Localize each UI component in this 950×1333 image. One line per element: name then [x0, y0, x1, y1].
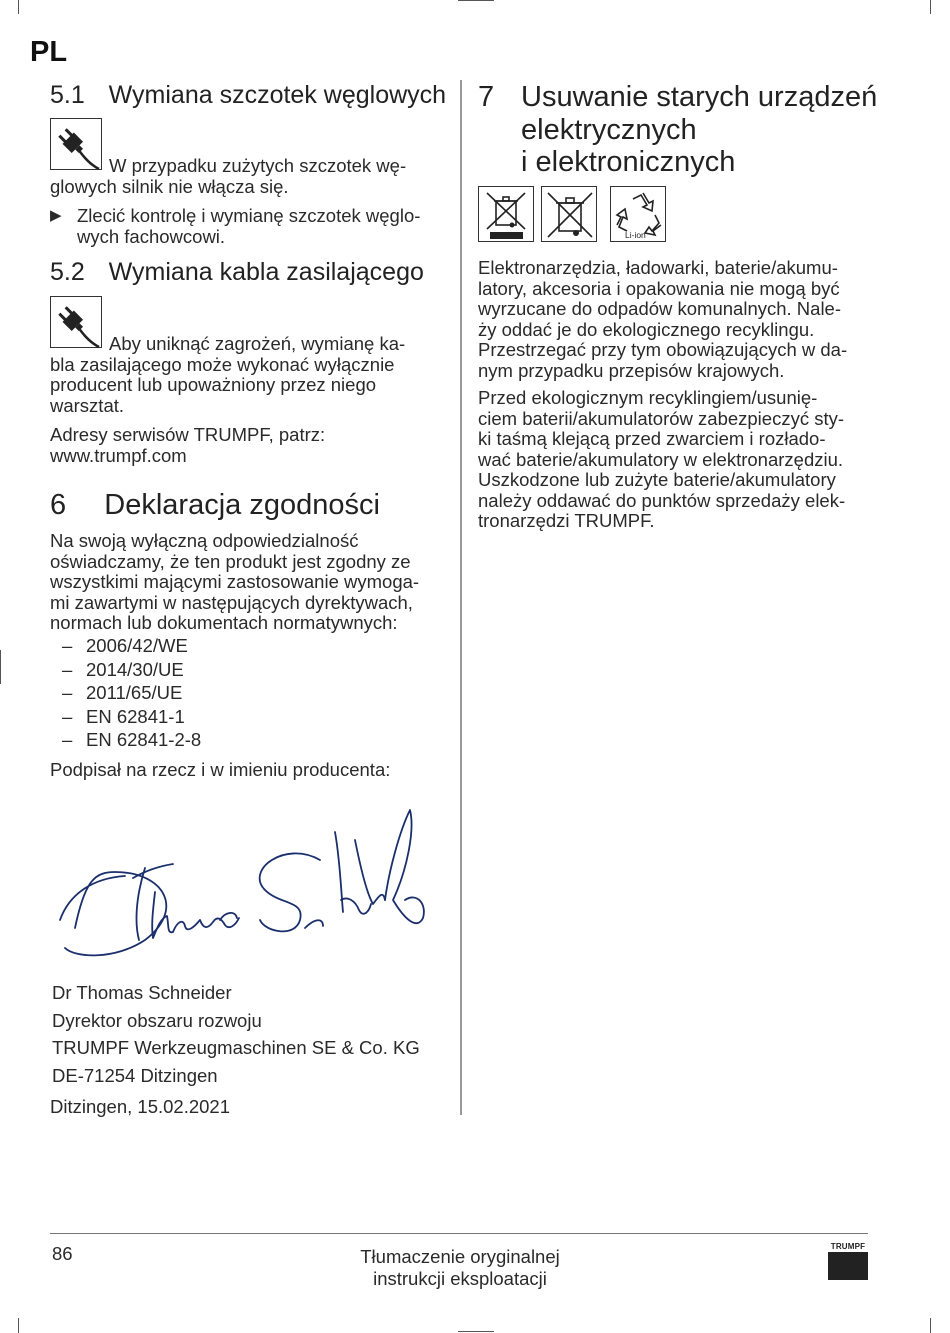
dash-marker: – [62, 682, 73, 703]
section-5-1-heading [50, 81, 446, 110]
crossed-bin-bar-icon [478, 186, 534, 242]
note-text [50, 156, 406, 197]
text-line: W przypadku zużytych szczotek wę- [109, 155, 407, 176]
list-item-text: 2006/42/WE [86, 635, 188, 656]
text-line: normach lub dokumentach normatywnych: [50, 612, 398, 633]
dash-marker: – [62, 658, 73, 680]
action-arrow-icon: ▶ [50, 207, 62, 224]
note-text [50, 334, 405, 416]
text-line: ciem baterii/akumulatorów zabezpieczyć sty- [478, 407, 845, 429]
list-item [62, 635, 201, 659]
section-title: Deklaracja zgodności [104, 489, 380, 521]
signatory-block [52, 979, 420, 1089]
text-line: Przestrzegać przy tym obowiązujących w da- [478, 339, 848, 360]
declaration-text [50, 531, 419, 634]
crop-mark [0, 650, 1, 684]
service-address [50, 425, 325, 466]
text-line: latory, akcesoria i opakowania nie mogą być [478, 277, 840, 299]
list-item-text: EN 62841-1 [86, 705, 185, 727]
list-item [62, 729, 201, 753]
place-date: Ditzingen, 15.02.2021 [50, 1096, 230, 1117]
brand-block [828, 1252, 868, 1280]
dash-marker: – [62, 729, 73, 750]
column-divider [460, 80, 462, 1115]
dash-marker: – [62, 635, 73, 656]
action-step [50, 206, 420, 247]
text-line: Tłumaczenie oryginalnej [360, 1246, 560, 1267]
text-line: tronarzędzi TRUMPF. [478, 510, 655, 531]
text-line: nym przypadku przepisów krajowych. [478, 359, 785, 381]
list-item [62, 682, 201, 706]
crossed-bin-icon [541, 186, 597, 242]
section-title: Wymiana szczotek węglowych [108, 81, 447, 109]
text-line: ki taśmą klejącą przed zwarciem i rozłado- [478, 428, 826, 449]
crop-mark [930, 1318, 931, 1333]
text-line: mi zawartymi w następujących dyrektywach, [50, 591, 413, 613]
disposal-paragraph-1 [478, 258, 847, 381]
list-item-text: 2011/65/UE [86, 682, 183, 703]
title-line: elektrycznych [521, 113, 697, 146]
text-line: wszystkimi mającymi zastosowanie wymoga- [50, 571, 420, 592]
section-number: 6 [50, 489, 67, 521]
dash-marker: – [62, 705, 73, 727]
section-title: Wymiana kabla zasilającego [108, 258, 424, 286]
signatory-company: TRUMPF Werkzeugmaschinen SE & Co. KG [52, 1037, 420, 1058]
list-item [62, 706, 201, 730]
recycle-label: Li-ion [625, 230, 646, 240]
crop-mark [458, 1331, 494, 1332]
text-line: Przed ekologicznym recyklingiem/usunię- [478, 387, 818, 408]
text-line: należy oddawać do punktów sprzedaży elek- [478, 489, 846, 511]
footer-title [300, 1246, 620, 1290]
section-7-number: 7 [478, 81, 495, 113]
brand-name: TRUMPF [830, 1242, 866, 1251]
text-line: warsztat. [50, 394, 125, 416]
crop-mark [930, 0, 931, 14]
text-line: ży oddać je do ekologicznego recyklingu. [478, 318, 815, 340]
list-item-text: EN 62841-2-8 [86, 729, 202, 750]
text-line: producent lub upoważniony przez niego [50, 374, 377, 395]
handwritten-signature [55, 800, 425, 965]
text-line: bla zasilającego może wykonać wyłącznie [50, 353, 395, 375]
text-line: Na swoją wyłączną odpowiedzialność [50, 530, 359, 551]
list-item [62, 659, 201, 683]
language-tag: PL [30, 36, 68, 68]
signatory-name: Dr Thomas Schneider [52, 982, 232, 1003]
list-item-text: 2014/30/UE [86, 658, 184, 680]
section-6-heading [50, 489, 380, 522]
brand-logo [828, 1242, 868, 1280]
text-line: wyrzucane do odpadów komunalnych. Nale- [478, 298, 842, 319]
text-line: glowych silnik nie włącza się. [50, 175, 289, 197]
crop-mark [458, 0, 494, 1]
text-line: wać baterie/akumulatory w elektronarzędziu. [478, 448, 844, 470]
text-line: instrukcji eksploatacji [373, 1268, 547, 1289]
text-line: Elektronarzędzia, ładowarki, baterie/akumu- [478, 257, 838, 278]
footer-rule [50, 1233, 868, 1234]
crop-mark [18, 1318, 19, 1333]
crop-mark [18, 0, 19, 14]
text-line: oświadczamy, że ten produkt jest zgodny ze [50, 550, 411, 572]
signatory-address: DE-71254 Ditzingen [52, 1064, 218, 1086]
title-line: i elektronicznych [521, 146, 736, 178]
section-5-2-heading [50, 258, 424, 287]
section-number: 5.2 [50, 258, 85, 286]
title-line: Usuwanie starych urządzeń [521, 81, 878, 113]
section-7-title [521, 81, 877, 179]
recycling-icon [610, 186, 666, 242]
text-line: wych fachowcowi. [77, 225, 226, 247]
section-number: 5.1 [50, 81, 85, 109]
text-line: Zlecić kontrolę i wymianę szczotek węglo- [77, 205, 421, 226]
text-line: www.trumpf.com [50, 444, 187, 466]
disposal-paragraph-2 [478, 388, 845, 532]
signatory-role: Dyrektor obszaru rozwoju [52, 1009, 262, 1031]
signed-on-behalf: Podpisał na rzecz i w imieniu producenta: [50, 759, 391, 780]
text-line: Adresy serwisów TRUMPF, patrz: [50, 424, 326, 445]
text-line: Aby uniknąć zagrożeń, wymianę ka- [109, 333, 406, 354]
directive-list [62, 635, 201, 753]
page-number: 86 [52, 1243, 73, 1264]
text-line: Uszkodzone lub zużyte baterie/akumulatory [478, 469, 836, 490]
